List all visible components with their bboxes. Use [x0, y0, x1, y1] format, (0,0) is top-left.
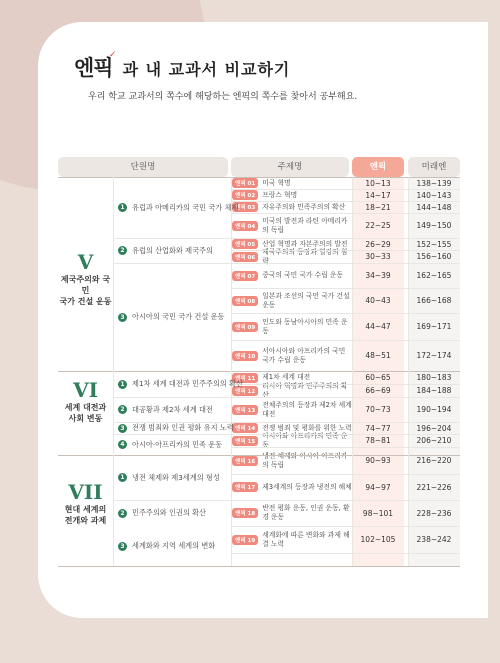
table-row [232, 189, 460, 201]
enpic-logo: 엔픽 ✓ [74, 50, 116, 80]
enpic-pages: 10~13 [365, 178, 391, 188]
mirae-pages: 166~168 [416, 296, 452, 305]
topic-name: 아시아와 아프리카의 민족 운동 [262, 431, 348, 449]
topic-name: 제3세계의 등장과 냉전의 해체 [262, 482, 352, 491]
section-label [118, 397, 213, 422]
table-row [232, 431, 460, 449]
table-divider [231, 288, 460, 289]
chapter-name: 현대 세계의 [64, 505, 107, 514]
topic-name: 냉전 체제와 아시아·아프리카의 독립 [262, 451, 348, 469]
enpic-pages: 94~97 [365, 482, 391, 492]
table-divider [231, 384, 460, 385]
mirae-pages: 180~183 [416, 373, 452, 382]
chapter-label [58, 480, 113, 526]
section-number: 3 [118, 542, 127, 551]
mirae-pages: 156~160 [416, 252, 452, 261]
topic-badge: 엔픽 12 [232, 386, 258, 396]
enpic-pages: 90~93 [365, 456, 391, 465]
topic-badge: 엔픽 05 [232, 239, 258, 249]
topic-name: 서아시아와 아프리카의 국민 국가 수립 운동 [262, 346, 346, 364]
topic-name: 러시아 혁명과 민주주의의 확산 [262, 381, 348, 399]
table-divider [231, 340, 460, 341]
topic-name: 제1차 세계 대전 [262, 373, 311, 381]
section-label [118, 455, 220, 500]
enpic-pages: 66~69 [365, 386, 391, 395]
enpic-pages: 26~29 [365, 239, 391, 249]
section-number: 3 [118, 424, 127, 433]
mirae-pages: 184~188 [416, 386, 452, 395]
table-divider [231, 250, 460, 251]
enpic-pages: 102~105 [360, 535, 396, 544]
topic-badge: 엔픽 10 [232, 351, 258, 361]
table-row [232, 381, 460, 399]
table-row [232, 213, 460, 238]
topic-name: 세계화에 따른 변화와 과제 해결 노력 [262, 530, 350, 548]
table-row [232, 474, 460, 500]
section-label [118, 177, 238, 238]
enpic-pages: 60~65 [365, 373, 391, 382]
chapter-name: 세계 대전과 [64, 403, 107, 412]
section-label [118, 263, 224, 371]
mirae-pages: 206~210 [416, 436, 452, 445]
chapter-name: 전개와 과제 [64, 516, 107, 525]
enpic-pages: 18~21 [365, 202, 391, 212]
section-number: 2 [118, 246, 127, 255]
chapter-name: 제국주의와 국민 [60, 275, 111, 295]
topic-badge: 엔픽 15 [232, 436, 258, 446]
enpic-pages: 78~81 [365, 436, 391, 445]
table-row [232, 340, 460, 371]
chapter-roman-numeral: V [77, 250, 94, 274]
topic-badge: 엔픽 01 [232, 178, 258, 188]
topic-name: 미국 혁명 [262, 178, 291, 187]
section-label [118, 371, 243, 397]
topic-badge: 엔픽 11 [232, 373, 258, 383]
topic-name: 산업 혁명과 자본주의의 발전 [262, 239, 348, 248]
topic-badge: 엔픽 17 [232, 482, 258, 492]
topic-badge: 엔픽 16 [232, 456, 258, 466]
table-divider [231, 313, 460, 314]
table-divider [58, 566, 460, 567]
enpic-pages: 74~77 [365, 423, 391, 433]
section-label [118, 422, 234, 434]
table-divider [231, 447, 460, 448]
topic-badge: 엔픽 18 [232, 508, 258, 518]
section-label [118, 238, 213, 263]
section-name: 전쟁 범죄와 인권 평화 유지 노력 [132, 423, 234, 432]
enpic-pages: 34~39 [365, 271, 391, 280]
table-row [232, 397, 460, 422]
title-text: 과 내 교과서 비교하기 [122, 60, 291, 79]
enpic-pages: 48~51 [365, 351, 391, 360]
mirae-pages: 162~165 [416, 271, 452, 280]
table-row [232, 447, 460, 474]
chapter-label [58, 250, 113, 307]
topic-badge: 엔픽 04 [232, 221, 258, 231]
section-name: 세계화와 지역 세계의 변화 [132, 541, 216, 550]
enpic-pages: 14~17 [365, 190, 391, 200]
section-number: 1 [118, 473, 127, 482]
mirae-pages: 238~242 [416, 535, 452, 544]
table-row [232, 247, 460, 265]
topic-name: 전체주의의 등장과 제2차 세계 대전 [262, 400, 352, 418]
table-row [232, 526, 460, 553]
check-mark-icon: ✓ [109, 50, 116, 60]
section-name: 냉전 체제와 제3세계의 형성 [132, 472, 220, 482]
section-name: 유럽과 아메리카의 국민 국가 체제 [132, 202, 239, 212]
mirae-pages: 140~143 [416, 190, 452, 200]
chapter-name: 사회 변동 [68, 414, 103, 423]
enpic-pages: 30~33 [365, 252, 391, 261]
table-divider [231, 213, 460, 214]
topic-name: 인도와 동남아시아의 민족 운동 [262, 317, 348, 335]
enpic-pages: 40~43 [365, 296, 391, 305]
header-unit: 단원명 [58, 157, 228, 177]
topic-name: 미국의 발전과 라틴 아메리카의 독립 [262, 216, 348, 234]
table-divider [231, 201, 460, 202]
mirae-pages: 190~194 [416, 405, 452, 414]
column-divider [352, 177, 353, 566]
mirae-pages: 152~155 [416, 239, 452, 249]
chapter-roman-numeral: VII [68, 480, 103, 504]
section-label [118, 500, 206, 526]
topic-badge: 엔픽 14 [232, 423, 258, 433]
topic-name: 자유주의와 민족주의의 확산 [262, 202, 346, 211]
enpic-pages: 22~25 [365, 221, 391, 230]
chapter-label [58, 378, 113, 424]
mirae-pages: 228~236 [416, 508, 452, 518]
topic-name: 중국의 국민 국가 수립 운동 [262, 271, 344, 279]
mirae-pages: 149~150 [416, 221, 452, 230]
topic-badge: 엔픽 07 [232, 271, 258, 281]
mirae-pages: 172~174 [416, 351, 452, 360]
chapter-roman-numeral: VI [73, 378, 98, 402]
topic-badge: 엔픽 09 [232, 322, 258, 332]
section-name: 제1차 세계 대전과 민주주의의 확산 [132, 379, 243, 388]
section-label [118, 434, 222, 455]
topic-badge: 엔픽 06 [232, 252, 258, 262]
page-title [74, 52, 290, 82]
section-number: 1 [118, 380, 127, 389]
column-divider [113, 177, 114, 566]
subtitle: 우리 학교 교과서의 쪽수에 해당하는 엔픽의 쪽수를 찾아서 공부해요. [88, 92, 358, 102]
column-divider [408, 177, 409, 566]
topic-name: 제국주의의 등장과 열강의 침략 [262, 247, 348, 265]
mirae-pages: 221~226 [416, 482, 452, 492]
topic-name: 일본과 조선의 국민 국가 건설 운동 [262, 291, 350, 309]
table-row [232, 263, 460, 288]
topic-name: 프랑스 혁명 [262, 190, 298, 199]
table-row [232, 201, 460, 213]
header-mirae: 미래엔 [408, 157, 460, 177]
topic-badge: 엔픽 03 [232, 202, 258, 212]
topic-badge: 엔픽 08 [232, 296, 258, 306]
section-name: 유럽의 산업화와 제국주의 [132, 245, 213, 255]
section-name: 민주주의와 인권의 확산 [132, 508, 207, 517]
enpic-pages: 44~47 [365, 322, 391, 331]
enpic-pages: 98~101 [362, 508, 394, 518]
chapter-name: 국가 건설 운동 [59, 297, 112, 306]
section-label [118, 526, 215, 566]
enpic-pages: 70~73 [365, 405, 391, 414]
section-number: 3 [118, 313, 127, 322]
section-name: 아시아의 국민 국가 건설 운동 [132, 312, 225, 321]
header-topic: 주제명 [231, 157, 349, 177]
topic-badge: 엔픽 19 [232, 535, 258, 545]
section-number: 2 [118, 509, 127, 518]
section-name: 대공황과 제2차 세계 대전 [132, 404, 213, 414]
table-divider [231, 553, 460, 554]
section-number: 1 [118, 203, 127, 212]
table-row [232, 288, 460, 313]
table-divider [231, 526, 460, 527]
table-row [232, 313, 460, 340]
table-divider [231, 474, 460, 475]
table-row [232, 500, 460, 526]
mirae-pages: 144~148 [416, 202, 452, 212]
topic-name: 반전 평화 운동, 인권 운동, 환경 운동 [262, 504, 350, 521]
topic-badge: 엔픽 02 [232, 190, 258, 200]
mirae-pages: 169~171 [416, 322, 452, 331]
table-row [232, 177, 460, 189]
header-enpic: 엔픽 [352, 157, 404, 177]
mirae-pages: 216~220 [416, 456, 452, 465]
mirae-pages: 196~204 [416, 423, 452, 433]
section-number: 4 [118, 440, 127, 449]
topic-name: 전쟁 범죄 및 평화를 위한 노력 [262, 423, 352, 432]
topic-badge: 엔픽 13 [232, 405, 258, 415]
mirae-pages: 138~139 [416, 178, 452, 188]
section-name: 아시아·아프리카의 민족 운동 [132, 439, 223, 449]
section-number: 2 [118, 405, 127, 414]
table-divider [231, 189, 460, 190]
